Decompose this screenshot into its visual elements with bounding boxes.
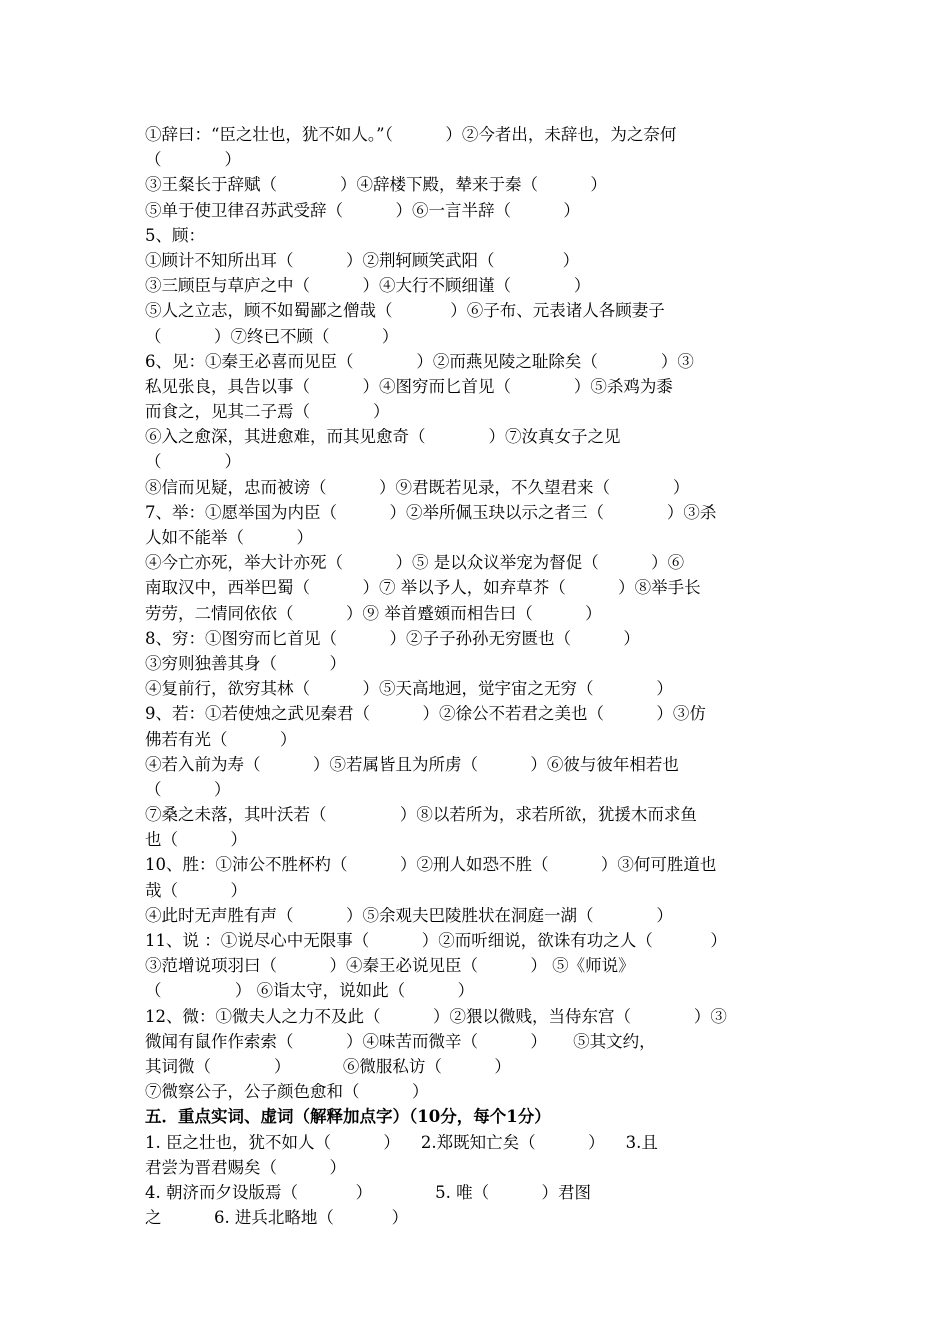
text-line: ③王粲长于辞赋（ ）④辞楼下殿，辇来于秦（ ） xyxy=(145,175,607,195)
text-line: ⑦桑之未落，其叶沃若（ ）⑧以若所为，求若所欲，犹援木而求鱼 xyxy=(145,805,697,825)
text-line: ⑦微察公子，公子颜色愈和（ ） xyxy=(145,1082,429,1102)
text-line: 哉（ ） xyxy=(145,880,247,900)
text-line: 9、若：①若使烛之武见秦君（ ）②徐公不若君之美也（ ）③仿 xyxy=(145,704,706,724)
text-line: ③范增说项羽曰（ ）④秦王必说见臣（ ） ⑤《师说》 xyxy=(145,956,635,976)
text-line: ④此时无声胜有声（ ）⑤余观夫巴陵胜状在洞庭一湖（ ） xyxy=(145,905,673,925)
text-line: 12、微：①微夫人之力不及此（ ）②猥以微贱，当侍东宫（ ）③ xyxy=(145,1006,727,1026)
text-line: ④今亡亦死，举大计亦死（ ）⑤ 是以众议举宠为督促（ ）⑥ xyxy=(145,553,685,573)
text-line: ④若入前为寿（ ）⑤若属皆且为所虏（ ）⑥彼与彼年相若也 xyxy=(145,754,679,774)
text-line: 佛若有光（ ） xyxy=(145,729,297,749)
text-line: （ ）⑦终已不顾（ ） xyxy=(145,326,399,346)
document-page xyxy=(145,122,815,1230)
text-line: （ ） xyxy=(145,779,231,799)
section-heading: 五．重点实词、虚词（解释加点字）（10分，每个1分） xyxy=(145,1107,551,1127)
text-line: ③三顾臣与草庐之中（ ）④大行不顾细谨（ ） xyxy=(145,276,591,296)
text-line: ⑤单于使卫律召苏武受辞（ ）⑥一言半辞（ ） xyxy=(145,200,580,220)
text-line: 8、穷：①图穷而匕首见（ ）②子子孙孙无穷匮也（ ） xyxy=(145,628,640,648)
text-line: ⑧信而见疑，忠而被谤（ ）⑨君既若见录，不久望君来（ ） xyxy=(145,477,690,497)
text-line: （ ） ⑥诣太守，说如此（ ） xyxy=(145,981,475,1001)
text-line: 微闻有鼠作作索索（ ）④味苦而微辛（ ） ⑤其文约， xyxy=(145,1031,656,1051)
text-line: 君尝为晋君赐矣（ ） xyxy=(145,1157,346,1177)
text-line: 1. 臣之壮也，犹不如人（ ） 2.郑既知亡矣（ ） 3.且 xyxy=(145,1132,658,1152)
text-line: 其词微（ ） ⑥微服私访（ ） xyxy=(145,1056,511,1076)
text-line: （ ） xyxy=(145,150,241,170)
text-line: 人如不能举（ ） xyxy=(145,528,313,547)
text-line: 而食之，见其二子焉（ ） xyxy=(145,402,390,422)
text-line: ⑥入之愈深，其进愈难，而其见愈奇（ ）⑦汝真女子之见 xyxy=(145,427,621,447)
text-line: 5、顾： xyxy=(145,225,205,245)
text-line: 4. 朝济而夕设版焉（ ） 5. 唯（ ）君图 xyxy=(145,1182,592,1202)
text-line: ①顾计不知所出耳（ ）②荆轲顾笑武阳（ ） xyxy=(145,250,580,270)
text-line: 劳劳，二情同依依（ ）⑨ 举首蹙頞而相告曰（ ） xyxy=(145,603,602,623)
text-line: 私见张良，具告以事（ ）④图穷而匕首见（ ）⑤杀鸡为黍 xyxy=(145,376,673,396)
text-line: ⑤人之立志，顾不如蜀鄙之僧哉（ ）⑥子布、元表诸人各顾妻子 xyxy=(145,301,665,321)
text-line: 11、说 ：①说尽心中无限事（ ）②而听细说，欲诛有功之人（ ） xyxy=(145,931,727,950)
text-line: 7、举：①愿举国为内臣（ ）②举所佩玉玦以示之者三（ ）③杀 xyxy=(145,502,717,522)
text-line: 之 6. 进兵北略地（ ） xyxy=(145,1208,409,1228)
text-line: 10、胜：①沛公不胜杯杓（ ）②刑人如恐不胜（ ）③何可胜道也 xyxy=(145,855,717,875)
text-line: ④复前行，欲穷其林（ ）⑤天高地迥，觉宇宙之无穷（ ） xyxy=(145,679,673,699)
text-line: ①辞曰：“臣之壮也，犹不如人。”（ ）②今者出，未辞也，为之奈何 xyxy=(145,125,677,144)
text-line: 6、见：①秦王必喜而见臣（ ）②而燕见陵之耻除矣（ ）③ xyxy=(145,351,694,371)
text-line: ③穷则独善其身（ ） xyxy=(145,653,346,673)
text-line: 南取汉中，西举巴蜀（ ）⑦ 举以予人，如弃草芥（ ）⑧举手长 xyxy=(145,578,701,598)
text-line: 也（ ） xyxy=(145,830,247,850)
text-line: （ ） xyxy=(145,452,241,472)
